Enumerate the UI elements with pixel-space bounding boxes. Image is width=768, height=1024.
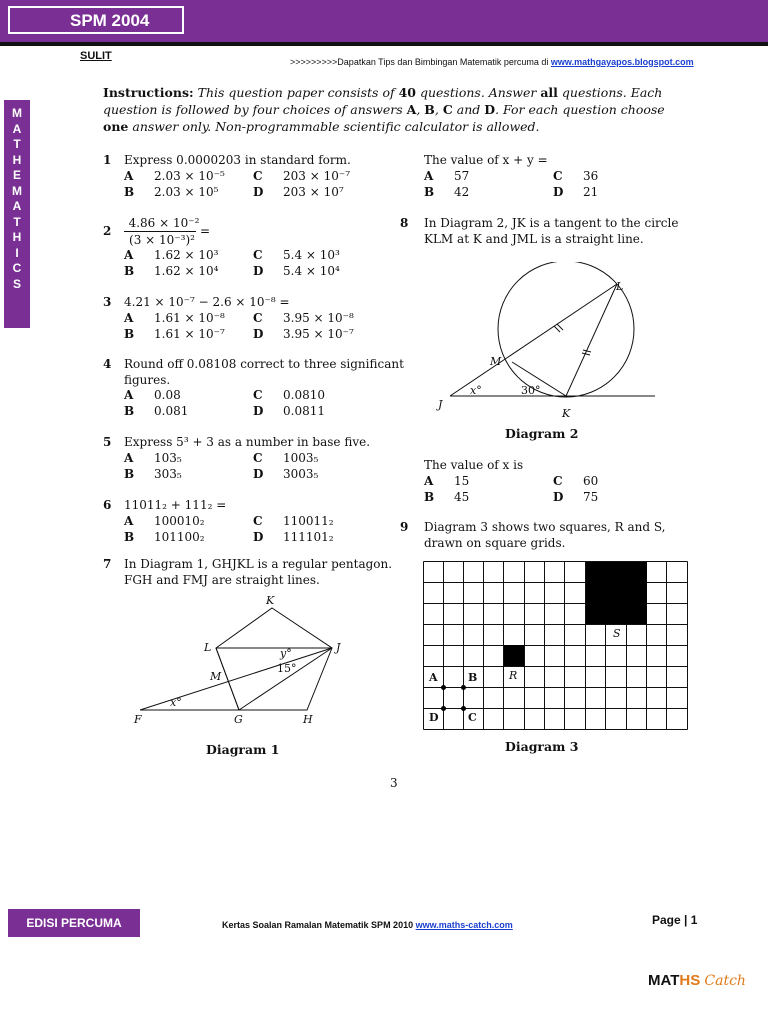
- option-value: 5.4 × 10⁴: [283, 264, 340, 278]
- mathematics-sidebar: [4, 100, 30, 328]
- option-a: A 1.62 × 10³: [124, 248, 219, 262]
- option-value: 1003₅: [283, 451, 319, 465]
- angle-x: x°: [170, 696, 182, 709]
- angle-y: y°: [280, 647, 292, 660]
- label-s: S: [613, 627, 621, 640]
- question-number: 5: [103, 435, 112, 449]
- option-value: 1.62 × 10⁴: [154, 264, 219, 278]
- option-value: 203 × 10⁻⁷: [283, 169, 351, 183]
- instructions: Instructions: This question paper consists of 40 questions. Answer all questions. Each question is followed by four choices of answers A, B, C and D. For each question choose one answer only. Non-programmable scientific calculator is allowed.: [103, 85, 665, 134]
- point-d: D: [429, 711, 439, 724]
- tick-mark: [557, 324, 563, 330]
- question-text: 4.21 × 10⁻⁷ − 2.6 × 10⁻⁸ =: [124, 295, 290, 309]
- question-number: 7: [103, 557, 112, 571]
- option-value: 103₅: [154, 451, 182, 465]
- sidebar-letter: C: [12, 261, 22, 275]
- sidebar-letter: A: [12, 121, 22, 136]
- question-number: 8: [400, 216, 409, 230]
- option-value: 203 × 10⁷: [283, 185, 344, 199]
- option-value: 110011₂: [283, 514, 334, 528]
- option-value: 1.61 × 10⁻⁷: [154, 327, 225, 341]
- option-value: 101100₂: [154, 530, 205, 544]
- page-number: 3: [390, 776, 398, 790]
- option-value: 303₅: [154, 467, 182, 481]
- question-text: The value of x + y =: [424, 153, 548, 167]
- question-number: 3: [103, 295, 112, 309]
- option-c: C 110011₂: [253, 514, 334, 528]
- equals-sign: =: [200, 224, 211, 238]
- option-b: B 1.61 × 10⁻⁷: [124, 327, 225, 341]
- sidebar-letter: T: [13, 214, 21, 229]
- angle-30: 30°: [521, 384, 541, 397]
- question-number: 4: [103, 357, 112, 371]
- sidebar-letter: H: [12, 230, 22, 244]
- fraction-denominator: (3 × 10⁻³)²: [129, 233, 195, 247]
- option-value: 1.61 × 10⁻⁸: [154, 311, 225, 325]
- option-a: A 15: [424, 474, 470, 488]
- option-value: 60: [583, 474, 599, 488]
- footer-text: Kertas Soalan Ramalan Matematik SPM 2010: [222, 920, 416, 930]
- sidebar-letter: S: [12, 276, 21, 291]
- option-value: 0.0811: [283, 404, 325, 418]
- diagram-1-pentagon: [120, 590, 380, 760]
- sulit-label: SULIT: [80, 50, 112, 62]
- instr-all: all: [540, 85, 558, 100]
- option-c: C 60: [553, 474, 599, 488]
- tips-line: [290, 57, 694, 67]
- instr-text: This question paper consists of: [193, 85, 399, 100]
- logo-maths: MAT: [648, 972, 680, 989]
- option-value: 2.03 × 10⁵: [154, 185, 219, 199]
- option-value: 36: [583, 169, 599, 183]
- grid-dot: [441, 706, 446, 711]
- option-c: C 0.0810: [253, 388, 325, 402]
- instr-c: C: [442, 102, 453, 117]
- instr-text: questions. Each question is followed by four choices of answers: [103, 85, 663, 117]
- option-b: B 2.03 × 10⁵: [124, 185, 219, 199]
- option-value: 57: [454, 169, 470, 183]
- option-a: A 100010₂: [124, 514, 205, 528]
- sidebar-letter: E: [12, 168, 21, 182]
- maths-catch-logo: [648, 972, 746, 989]
- option-c: C 3.95 × 10⁻⁸: [253, 311, 354, 325]
- header-bar: [0, 0, 768, 42]
- angle-15: 15°: [277, 662, 297, 675]
- option-value: 1.62 × 10³: [154, 248, 219, 262]
- instr-a: A: [406, 102, 417, 117]
- option-b: B 42: [424, 185, 470, 199]
- option-value: 111101₂: [283, 530, 334, 544]
- diagram-1-label: Diagram 1: [206, 742, 280, 757]
- diagram-2-circle: [430, 262, 680, 422]
- option-b: B 45: [424, 490, 470, 504]
- option-b: B 0.081: [124, 404, 189, 418]
- spm-badge: SPM 2004: [8, 6, 184, 34]
- question-text: drawn on square grids.: [424, 536, 566, 550]
- option-d: D 3003₅: [253, 467, 319, 481]
- grid-dot: [461, 706, 466, 711]
- logo-catch: Catch: [704, 973, 746, 989]
- point-g: G: [234, 713, 243, 726]
- option-a: A 103₅: [124, 451, 182, 465]
- option-d: D 203 × 10⁷: [253, 185, 344, 199]
- question-text: Round off 0.08108 correct to three significant: [124, 357, 404, 371]
- point-a: A: [429, 671, 438, 684]
- option-value: 100010₂: [154, 514, 205, 528]
- option-value: 75: [583, 490, 599, 504]
- header-rule: [0, 42, 768, 46]
- footer-link[interactable]: www.maths-catch.com: [415, 920, 513, 930]
- option-a: A 57: [424, 169, 470, 183]
- instr-text: answer only. Non-programmable scientific calculator is allowed.: [128, 119, 540, 134]
- option-c: C 203 × 10⁻⁷: [253, 169, 351, 183]
- tips-text: >>>>>>>>>Dapatkan Tips dan Bimbingan Matematik percuma di: [290, 57, 551, 67]
- option-c: C 36: [553, 169, 599, 183]
- option-d: D 3.95 × 10⁻⁷: [253, 327, 354, 341]
- option-value: 0.08: [154, 388, 181, 402]
- edisi-badge: EDISI PERCUMA: [8, 909, 140, 937]
- square-s: [586, 562, 647, 624]
- option-d: D 21: [553, 185, 599, 199]
- point-l: L: [204, 641, 212, 654]
- point-c: C: [468, 711, 477, 724]
- option-value: 45: [454, 490, 470, 504]
- question-number: 1: [103, 153, 112, 167]
- sidebar-letter: I: [15, 245, 19, 260]
- option-value: 0.0810: [283, 388, 325, 402]
- sidebar-letter: M: [12, 183, 22, 198]
- instr-text: . For each question choose: [495, 102, 665, 117]
- tick-mark: [582, 353, 590, 355]
- instructions-lead: Instructions:: [103, 85, 194, 100]
- question-text: figures.: [124, 373, 171, 387]
- option-value: 0.081: [154, 404, 189, 418]
- point-m: M: [490, 355, 502, 368]
- fraction-numerator: 4.86 × 10⁻²: [128, 216, 200, 230]
- option-c: C 5.4 × 10³: [253, 248, 340, 262]
- question-text: In Diagram 1, GHJKL is a regular pentagon.: [124, 557, 393, 571]
- point-f: F: [134, 713, 142, 726]
- question-number: 2: [103, 224, 112, 238]
- option-value: 5.4 × 10³: [283, 248, 340, 262]
- option-d: D 111101₂: [253, 530, 334, 544]
- point-k: K: [266, 594, 275, 607]
- label-r: R: [509, 669, 518, 682]
- diagram-2-label: Diagram 2: [505, 426, 579, 441]
- tips-link[interactable]: www.mathgayapos.blogspot.com: [550, 57, 694, 67]
- instr-d: D: [484, 102, 496, 117]
- option-a: A 0.08: [124, 388, 181, 402]
- option-b: B 303₅: [124, 467, 182, 481]
- fraction-bar: [124, 231, 196, 232]
- page-indicator: Page | 1: [652, 913, 698, 927]
- option-value: 3.95 × 10⁻⁸: [283, 311, 354, 325]
- diagram-3-grid: [423, 561, 689, 733]
- option-value: 3.95 × 10⁻⁷: [283, 327, 354, 341]
- option-d: D 5.4 × 10⁴: [253, 264, 340, 278]
- footer-line: [222, 920, 513, 930]
- option-d: D 0.0811: [253, 404, 325, 418]
- sidebar-letter: H: [12, 152, 22, 167]
- option-c: C 1003₅: [253, 451, 319, 465]
- square-r: [504, 645, 524, 666]
- point-k: K: [562, 407, 571, 420]
- question-text: The value of x is: [424, 458, 524, 472]
- question-text: FGH and FMJ are straight lines.: [124, 573, 320, 587]
- option-b: B 1.62 × 10⁴: [124, 264, 219, 278]
- grid-dot: [461, 685, 466, 690]
- option-value: 3003₅: [283, 467, 319, 481]
- tick-mark: [554, 326, 560, 332]
- option-b: B 101100₂: [124, 530, 205, 544]
- point-l: L: [616, 280, 624, 293]
- question-text: 11011₂ + 111₂ =: [124, 498, 227, 512]
- angle-x: x°: [470, 384, 482, 397]
- point-b: B: [468, 671, 478, 684]
- option-a: A 2.03 × 10⁻⁵: [124, 169, 225, 183]
- option-value: 15: [454, 474, 470, 488]
- circle-klm: [498, 262, 634, 397]
- sidebar-letter: A: [12, 199, 22, 213]
- sidebar-letter: M: [12, 106, 22, 120]
- question-text: Diagram 3 shows two squares, R and S,: [424, 520, 666, 534]
- option-value: 21: [583, 185, 599, 199]
- question-text: Express 0.0000203 in standard form.: [124, 153, 351, 167]
- grid-dot: [441, 685, 446, 690]
- logo-hs: HS: [679, 972, 701, 989]
- option-d: D 75: [553, 490, 599, 504]
- question-number: 6: [103, 498, 112, 512]
- point-h: H: [303, 713, 313, 726]
- instr-num: 40: [398, 85, 416, 100]
- instr-one: one: [103, 119, 129, 134]
- question-number: 9: [400, 520, 409, 534]
- option-a: A 1.61 × 10⁻⁸: [124, 311, 225, 325]
- point-m: M: [210, 670, 222, 683]
- instr-b: B: [424, 102, 435, 117]
- option-value: 2.03 × 10⁻⁵: [154, 169, 225, 183]
- option-value: 42: [454, 185, 470, 199]
- question-text: KLM at K and JML is a straight line.: [424, 232, 644, 246]
- question-text: In Diagram 2, JK is a tangent to the circle: [424, 216, 679, 230]
- diagram-3-label: Diagram 3: [505, 739, 579, 754]
- question-text: Express 5³ + 3 as a number in base five.: [124, 435, 371, 449]
- instr-text: questions. Answer: [415, 85, 541, 100]
- point-j: J: [438, 398, 443, 411]
- point-j: J: [336, 641, 341, 654]
- sidebar-letter: T: [13, 137, 21, 151]
